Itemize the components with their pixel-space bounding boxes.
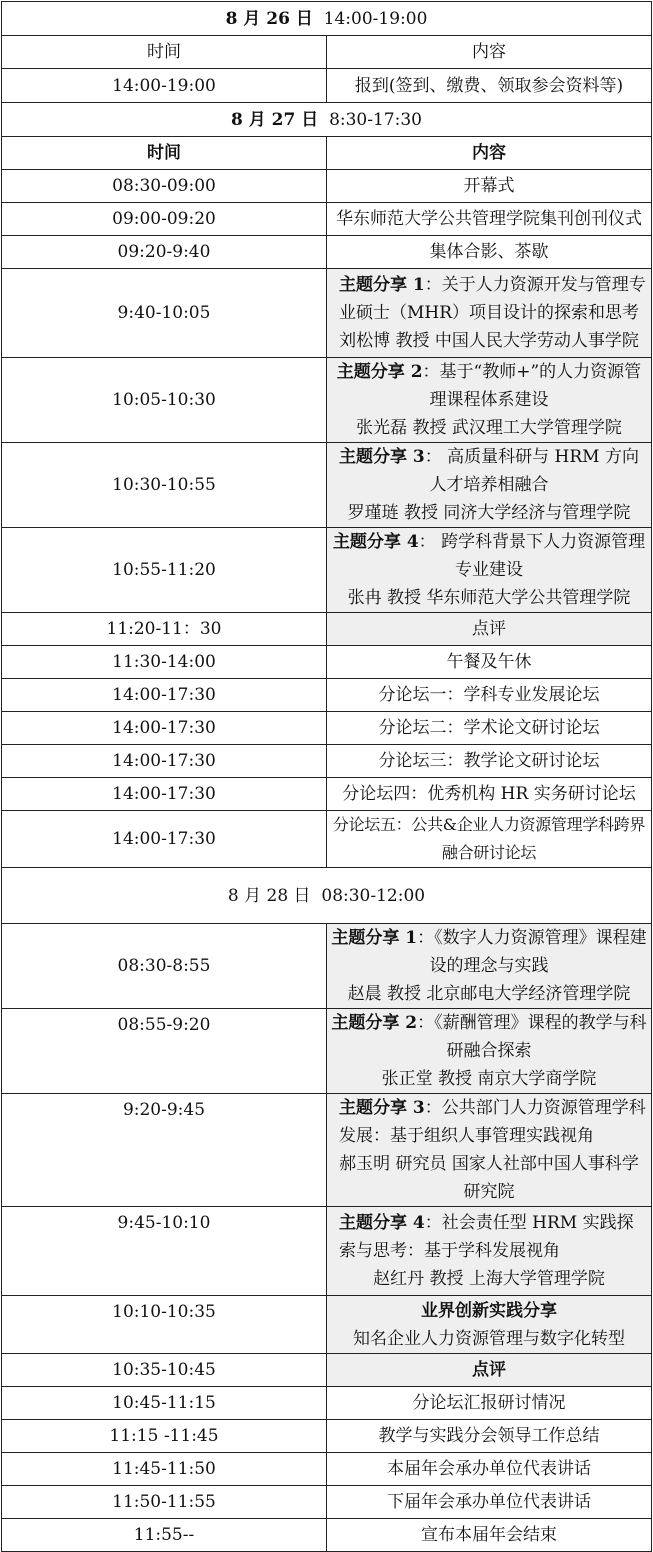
schedule-row bbox=[2, 613, 652, 646]
schedule-row bbox=[2, 1453, 652, 1486]
time-cell: 10:05-10:30 bbox=[2, 358, 327, 443]
keynote-cell bbox=[327, 924, 652, 1009]
keynote-cell bbox=[327, 1009, 652, 1094]
keynote-cell bbox=[327, 1207, 652, 1296]
day-header bbox=[2, 868, 652, 924]
day-date: 8 月 28 日 bbox=[227, 885, 311, 906]
time-cell: 14:00-17:30 bbox=[2, 712, 327, 745]
keynote-topic: ：《数字人力资源管理》课程建设的理念与实践 bbox=[417, 928, 647, 976]
time-header: 时间 bbox=[2, 36, 327, 69]
keynote-label: 主题分享 4 bbox=[339, 1213, 425, 1233]
content-cell: 午餐及午休 bbox=[327, 646, 652, 679]
time-cell: 14:00-17:30 bbox=[2, 778, 327, 811]
time-cell: 11:50-11:55 bbox=[2, 1486, 327, 1519]
keynote-topic-line bbox=[331, 271, 647, 327]
content-cell: 本届年会承办单位代表讲话 bbox=[327, 1453, 652, 1486]
keynote-row bbox=[2, 443, 652, 528]
keynote-topic: ：基于“教师+”的人力资源管理课程体系建设 bbox=[422, 362, 642, 410]
keynote-speaker: 张正堂 教授 南京大学商学院 bbox=[381, 1069, 597, 1089]
keynote-topic-line bbox=[331, 1094, 647, 1150]
day-header-row bbox=[2, 2, 652, 36]
content-cell: 开幕式 bbox=[327, 170, 652, 203]
keynote-row bbox=[2, 924, 652, 1009]
time-header: 时间 bbox=[2, 137, 327, 170]
time-cell: 14:00-17:30 bbox=[2, 679, 327, 712]
time-cell: 9:40-10:05 bbox=[2, 269, 327, 358]
keynote-speaker: 赵红丹 教授 上海大学管理学院 bbox=[373, 1269, 605, 1289]
industry-share-row bbox=[2, 1296, 652, 1354]
keynote-topic: ：关于人力资源开发与管理专业硕士（MHR）项目设计的探索和思考 bbox=[339, 275, 646, 323]
keynote-speaker: 赵晨 教授 北京邮电大学经济管理学院 bbox=[347, 984, 631, 1004]
keynote-cell bbox=[327, 443, 652, 528]
content-cell: 分论坛三：教学论文研讨论坛 bbox=[327, 745, 652, 778]
time-cell: 14:00-17:30 bbox=[2, 811, 327, 868]
keynote-topic: ：社会责任型 HRM 实践探索与思考：基于学科发展视角 bbox=[339, 1213, 634, 1261]
schedule-row bbox=[2, 811, 652, 868]
keynote-row bbox=[2, 528, 652, 613]
schedule-row bbox=[2, 1420, 652, 1453]
content-cell: 点评 bbox=[327, 1354, 652, 1387]
day-header bbox=[2, 2, 652, 36]
keynote-label: 主题分享 4 bbox=[332, 532, 419, 552]
schedule-row bbox=[2, 646, 652, 679]
content-header: 内容 bbox=[327, 137, 652, 170]
keynote-label: 主题分享 2 bbox=[331, 1013, 418, 1033]
time-cell: 14:00-19:00 bbox=[2, 69, 327, 103]
schedule-row bbox=[2, 236, 652, 269]
schedule-row bbox=[2, 712, 652, 745]
time-cell: 11:55-- bbox=[2, 1519, 327, 1552]
time-cell: 9:20-9:45 bbox=[2, 1094, 327, 1207]
day-time: 08:30-12:00 bbox=[321, 885, 426, 906]
time-cell: 10:55-11:20 bbox=[2, 528, 327, 613]
time-cell: 14:00-17:30 bbox=[2, 745, 327, 778]
keynote-topic-line bbox=[331, 1209, 647, 1265]
day-header-row bbox=[2, 103, 652, 137]
time-cell: 11:15 -11:45 bbox=[2, 1420, 327, 1453]
keynote-speaker: 张光磊 教授 武汉理工大学管理学院 bbox=[356, 418, 622, 438]
schedule-row bbox=[2, 170, 652, 203]
keynote-row bbox=[2, 269, 652, 358]
time-cell: 08:55-9:20 bbox=[2, 1009, 327, 1094]
keynote-label: 主题分享 3 bbox=[339, 1098, 425, 1118]
time-cell: 08:30-09:00 bbox=[2, 170, 327, 203]
content-cell: 集体合影、茶歇 bbox=[327, 236, 652, 269]
schedule-row bbox=[2, 69, 652, 103]
schedule-row bbox=[2, 679, 652, 712]
time-cell: 10:10-10:35 bbox=[2, 1296, 327, 1354]
industry-share-cell bbox=[327, 1296, 652, 1354]
day-header-row bbox=[2, 868, 652, 924]
day-time: 8:30-17:30 bbox=[329, 109, 422, 130]
keynote-label: 主题分享 1 bbox=[331, 928, 418, 948]
time-cell: 08:30-8:55 bbox=[2, 924, 327, 1009]
keynote-speaker: 刘松博 教授 中国人民大学劳动人事学院 bbox=[339, 331, 639, 351]
time-cell: 11:20-11：30 bbox=[2, 613, 327, 646]
keynote-topic-line bbox=[331, 443, 647, 499]
schedule-row bbox=[2, 1519, 652, 1552]
keynote-speaker: 郝玉明 研究员 国家人社部中国人事科学研究院 bbox=[339, 1154, 639, 1202]
time-cell: 10:45-11:15 bbox=[2, 1387, 327, 1420]
schedule-row bbox=[2, 778, 652, 811]
keynote-row bbox=[2, 1009, 652, 1094]
keynote-row bbox=[2, 1094, 652, 1207]
content-cell: 分论坛二：学术论文研讨论坛 bbox=[327, 712, 652, 745]
content-cell: 华东师范大学公共管理学院集刊创刊仪式 bbox=[327, 203, 652, 236]
keynote-row bbox=[2, 1207, 652, 1296]
day-time: 14:00-19:00 bbox=[323, 8, 428, 29]
schedule-row bbox=[2, 1354, 652, 1387]
time-cell: 09:00-09:20 bbox=[2, 203, 327, 236]
content-cell: 分论坛汇报研讨情况 bbox=[327, 1387, 652, 1420]
keynote-label: 主题分享 2 bbox=[336, 362, 423, 382]
time-cell: 11:30-14:00 bbox=[2, 646, 327, 679]
keynote-topic-line bbox=[331, 924, 647, 980]
conference-schedule-table bbox=[1, 1, 652, 1552]
content-cell: 分论坛五：公共&企业人力资源管理学科跨界融合研讨论坛 bbox=[327, 811, 652, 868]
keynote-topic: ： 高质量科研与 HRM 方向人才培养相融合 bbox=[424, 447, 639, 495]
content-cell: 分论坛一：学科专业发展论坛 bbox=[327, 679, 652, 712]
keynote-topic-line bbox=[331, 358, 647, 414]
keynote-cell bbox=[327, 1094, 652, 1207]
keynote-speaker: 张冉 教授 华东师范大学公共管理学院 bbox=[347, 588, 631, 608]
time-cell: 9:45-10:10 bbox=[2, 1207, 327, 1296]
keynote-topic: ：《薪酬管理》课程的教学与科研融合探索 bbox=[417, 1013, 647, 1061]
content-cell: 教学与实践分会领导工作总结 bbox=[327, 1420, 652, 1453]
keynote-topic: ：公共部门人力资源管理学科发展：基于组织人事管理实践视角 bbox=[339, 1098, 646, 1146]
keynote-label: 主题分享 1 bbox=[339, 275, 425, 295]
day-header bbox=[2, 103, 652, 137]
schedule-row bbox=[2, 203, 652, 236]
keynote-speaker: 罗瑾琏 教授 同济大学经济与管理学院 bbox=[347, 503, 631, 523]
schedule-row bbox=[2, 1387, 652, 1420]
schedule-row bbox=[2, 1486, 652, 1519]
keynote-cell bbox=[327, 358, 652, 443]
day-date: 8 月 27 日 bbox=[231, 109, 319, 130]
content-cell: 下届年会承办单位代表讲话 bbox=[327, 1486, 652, 1519]
content-cell: 分论坛四：优秀机构 HR 实务研讨论坛 bbox=[327, 778, 652, 811]
time-cell: 11:45-11:50 bbox=[2, 1453, 327, 1486]
keynote-topic: ： 跨学科背景下人力资源管理专业建设 bbox=[418, 532, 646, 580]
content-cell: 点评 bbox=[327, 613, 652, 646]
day-date: 8 月 26 日 bbox=[225, 8, 313, 29]
industry-share-title: 业界创新实践分享 bbox=[421, 1300, 557, 1321]
keynote-topic-line bbox=[331, 528, 647, 584]
keynote-row bbox=[2, 358, 652, 443]
content-cell: 报到(签到、缴费、领取参会资料等) bbox=[327, 69, 652, 103]
time-cell: 10:30-10:55 bbox=[2, 443, 327, 528]
time-cell: 10:35-10:45 bbox=[2, 1354, 327, 1387]
schedule-row bbox=[2, 745, 652, 778]
keynote-cell bbox=[327, 528, 652, 613]
time-cell: 09:20-9:40 bbox=[2, 236, 327, 269]
column-header-row bbox=[2, 36, 652, 69]
keynote-topic-line bbox=[331, 1009, 647, 1065]
industry-share-subtitle: 知名企业人力资源管理与数字化转型 bbox=[353, 1328, 625, 1349]
content-header: 内容 bbox=[327, 36, 652, 69]
column-header-row bbox=[2, 137, 652, 170]
keynote-cell bbox=[327, 269, 652, 358]
keynote-label: 主题分享 3 bbox=[339, 447, 425, 467]
content-cell: 宣布本届年会结束 bbox=[327, 1519, 652, 1552]
